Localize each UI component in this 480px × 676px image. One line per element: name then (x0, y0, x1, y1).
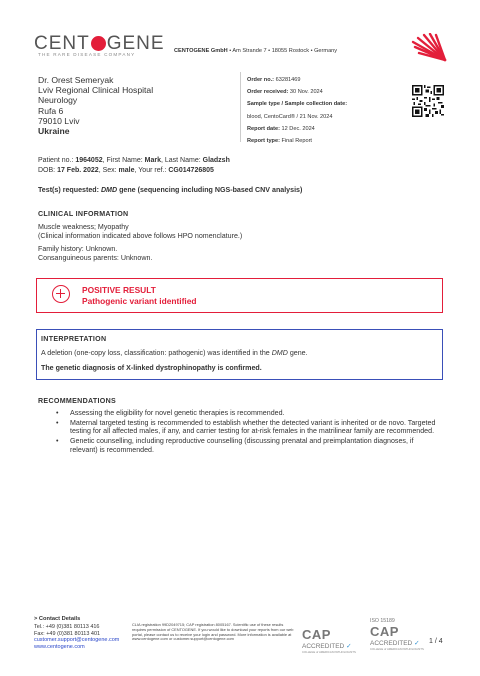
sex: male (118, 166, 135, 174)
logo-text-right: GENE (106, 33, 165, 54)
recipient-country: Ukraine (38, 126, 70, 137)
cap-college-iso: COLLEGE of AMERICAN PATHOLOGISTS (370, 647, 424, 651)
recommendation-item: • Genetic counselling, including reproductive counselling (discussing prenatal and preimplantation diagnoses, if relevant) is recommended. (56, 437, 436, 454)
cap-accredited-iso (370, 639, 428, 647)
sex-label: , Sex: (98, 166, 119, 174)
cap-accredited (302, 642, 360, 650)
tests-requested (38, 186, 302, 194)
recommendations-heading: RECOMMENDATIONS (38, 397, 117, 405)
consanguinity: Consanguineous parents: Unknown. (38, 253, 153, 262)
cap-word-iso: CAP (370, 624, 399, 639)
contact-tel: Tel.: +49 (0)381 80113 416 (34, 623, 100, 630)
report-date: 12 Dec. 2024 (281, 125, 315, 132)
qr-code-icon (412, 85, 444, 117)
clinical-hpo-note: (Clinical information indicated above follows HPO nomenclature.) (38, 232, 243, 241)
tests-gene: DMD (100, 186, 118, 194)
centogene-fan-icon (409, 33, 449, 63)
legal-notice: CLIA registration 99D2049715; CAP registration 8005167. Scientific use of these results requires permission of CENTOGENE. If you would like to download your reports from our web portal, please contact us to receive your login and password. More information is available at www.centogene.com or customer.support@centogene.com (132, 622, 294, 642)
recommendation-item: • Assessing the eligibility for novel genetic therapies is recommended. (56, 409, 436, 418)
ref-label: , Your ref.: (134, 166, 169, 174)
interpretation-box (36, 329, 443, 380)
cap-college: COLLEGE of AMERICAN PATHOLOGISTS (302, 650, 356, 654)
iso-label: ISO 15189 (370, 618, 395, 624)
company-address (174, 48, 337, 54)
report-type: Final Report (281, 138, 312, 145)
order-info (247, 74, 402, 147)
interpretation-text-b: gene. (287, 349, 308, 357)
patient-no-label: Patient no.: (38, 157, 76, 164)
company-address-text: • Am Strande 7 • 18055 Rostock • Germany (227, 48, 338, 54)
order-received-label: Order received: (247, 89, 289, 96)
last-name-label: , Last Name: (160, 157, 203, 164)
cap-accreditation-logo (302, 627, 360, 655)
clinical-information-body (38, 223, 242, 263)
result-subtitle: Pathogenic variant identified (82, 296, 197, 306)
recipient-department: Neurology (38, 95, 78, 106)
page-number: 1 / 4 (429, 638, 443, 645)
logo-text-left: CENT (34, 33, 90, 54)
interpretation-heading: INTERPRETATION (41, 335, 107, 343)
dob: 17 Feb. 2022 (57, 166, 99, 174)
interpretation-conclusion: The genetic diagnosis of X-linked dystrophinopathy is confirmed. (41, 364, 262, 372)
cap-accredited-iso-text: ACCREDITED (370, 640, 413, 647)
recipient-hospital: Lviv Regional Clinical Hospital (38, 85, 154, 96)
clinical-symptoms: Muscle weakness; Myopathy (38, 223, 129, 231)
cap-iso-accreditation-logo (370, 618, 428, 656)
tests-description: gene (sequencing including NGS-based CNV analysis) (117, 186, 303, 194)
sample-type: blood, CentoCard® / 21 Nov. 2024 (247, 113, 333, 120)
cap-word: CAP (302, 627, 331, 642)
interpretation-text (41, 349, 308, 358)
recommendations-list (56, 409, 436, 456)
family-history: Family history: Unknown. (38, 244, 118, 253)
checkmark-icon: ✓ (346, 643, 352, 650)
last-name: Gladzsh (202, 157, 230, 164)
order-no: 63281469 (275, 77, 301, 83)
checkmark-icon: ✓ (414, 640, 420, 647)
ref: CG014726805 (168, 166, 214, 174)
interpretation-gene: DMD (271, 349, 288, 357)
order-received: 30 Nov. 2024 (289, 89, 323, 96)
contact-heading: > Contact Details (34, 616, 81, 622)
contact-fax: Fax: +49 (0)381 80113 401 (34, 630, 101, 637)
recipient-address (38, 75, 153, 136)
order-divider (240, 72, 241, 142)
tests-requested-label: Test(s) requested: (38, 186, 101, 194)
clinical-information-heading: CLINICAL INFORMATION (38, 210, 129, 218)
result-title: POSITIVE RESULT (82, 285, 156, 295)
report-type-label: Report type: (247, 138, 280, 145)
patient-no: 1964052 (75, 157, 103, 164)
positive-plus-icon (52, 285, 70, 303)
cap-accredited-text: ACCREDITED (302, 643, 345, 650)
interpretation-text-a: A deletion (one-copy loss, classification: pathogenic) was identified in the (41, 349, 272, 357)
recommendation-item: • Maternal targeted testing is recommended to establish whether the detected variant is inherited or de novo. Targeted testing for all affected males, if any, and carrier testing for at-risk females in the matrilinear family are recommended. (56, 419, 436, 436)
first-name: Mark (144, 157, 161, 164)
order-no-label: Order no.: (247, 77, 275, 83)
contact-website-link[interactable]: www.centogene.com (34, 644, 85, 651)
recipient-city: 79010 Lviv (38, 115, 80, 126)
first-name-label: , First Name: (102, 157, 145, 164)
patient-info (38, 156, 230, 175)
result-box (36, 278, 443, 313)
report-date-label: Report date: (247, 125, 280, 132)
contact-details (34, 616, 119, 651)
logo-tagline: THE RARE DISEASE COMPANY (38, 52, 136, 57)
recipient-name: Dr. Orest Semeryak (38, 75, 114, 85)
recipient-street: Rufa 6 (38, 105, 64, 116)
logo-o-mark (91, 36, 106, 51)
sample-type-label: Sample type / Sample collection date: (247, 101, 348, 108)
contact-email-link[interactable]: customer.support@centogene.com (34, 637, 120, 644)
dob-label: DOB: (38, 166, 58, 174)
company-name: CENTOGENE GmbH (174, 48, 228, 54)
